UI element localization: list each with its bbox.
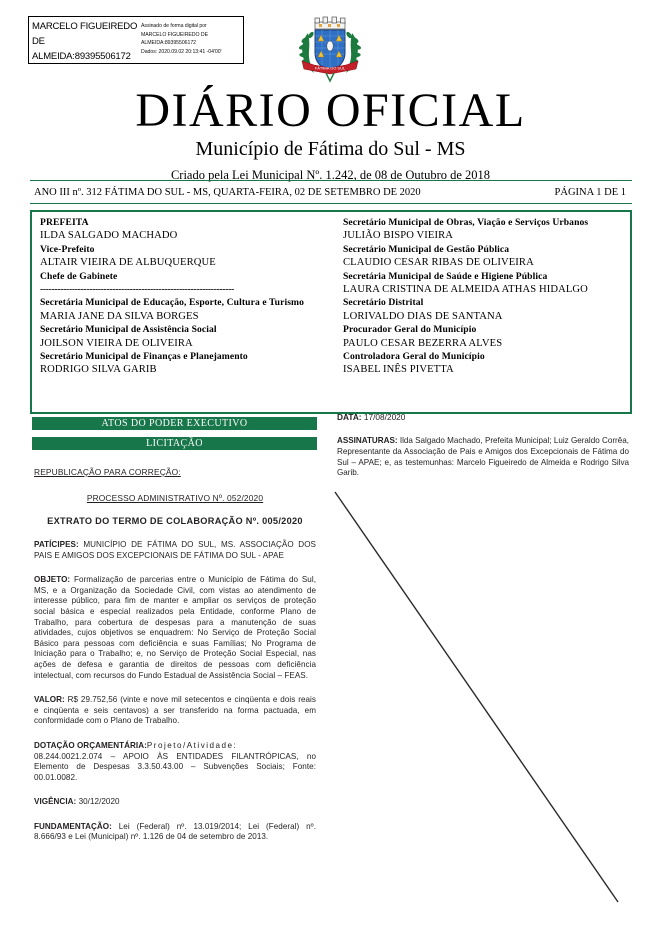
signature-meta-line-3: ALMEIDA:89395506172 — [141, 40, 197, 47]
extract-title: EXTRATO DO TERMO DE COLABORAÇÃO Nº. 005/2020 — [47, 516, 303, 526]
section-banner-licitacao: LICITAÇÃO — [32, 437, 317, 450]
officials-box — [30, 210, 632, 414]
data-block — [337, 412, 629, 423]
official-person: LORIVALDO DIAS DE SANTANA — [343, 310, 503, 322]
notice-body-left-column — [34, 466, 316, 843]
official-role: Secretário Distrital — [343, 297, 424, 309]
valor-block — [34, 695, 316, 727]
masthead-law-reference: Criado pela Lei Municipal Nº. 1.242, de 08 de Outubro de 2018 — [170, 168, 491, 182]
data-text: 17/08/2020 — [361, 412, 406, 422]
notice-body-right-column — [337, 412, 629, 479]
official-role: Secretário Municipal de Assistência Social — [40, 324, 217, 336]
fundamentacao-label: FUNDAMENTAÇÃO: — [34, 821, 112, 831]
valor-text: R$ 29.752,56 (vinte e nove mil setecentos e cinqüenta e dois reais e cinqüenta e seis centavos) a ser transferido na forma pactuada, em conformidade com o Plano de Trabalho. — [34, 695, 316, 726]
page-number: PÁGINA 1 DE 1 — [554, 186, 626, 198]
participes-label: PATÍCIPES: — [34, 540, 79, 549]
issue-info-bar — [30, 180, 632, 204]
officials-divider: ------------------------------------------------------------------- — [40, 284, 234, 296]
diagonal-strike-line — [330, 488, 625, 906]
objeto-label: OBJETO: — [34, 575, 71, 585]
section-banner-atos-poder-executivo: ATOS DO PODER EXECUTIVO — [32, 417, 317, 430]
official-role: Secretária Municipal de Educação, Esporte, Cultura e Turismo — [40, 297, 305, 309]
fundamentacao-text: Lei (Federal) nº. 13.019/2014; Lei (Federal) nº. 8.666/93 e Lei (Municipal) nº. 1.126 de 04 de setembro de 2013. — [34, 821, 316, 842]
official-person: JOILSON VIEIRA DE OLIVEIRA — [40, 337, 193, 349]
republication-heading: REPUBLICAÇÃO PARA CORREÇÃO: — [34, 467, 181, 477]
official-person: ILDA SALGADO MACHADO — [40, 230, 178, 242]
dotacao-block — [34, 741, 316, 783]
officials-column-right — [331, 212, 630, 412]
official-role: Vice-Prefeito — [40, 243, 95, 255]
official-person: MARIA JANE DA SILVA BORGES — [40, 310, 199, 322]
assinaturas-label: ASSINATURAS: — [337, 436, 398, 445]
official-person: PAULO CESAR BEZERRA ALVES — [343, 337, 503, 349]
valor-label: VALOR: — [34, 695, 65, 705]
fundamentacao-block — [34, 822, 316, 843]
vigencia-text: 30/12/2020 — [76, 797, 120, 807]
official-person: JULIÃO BISPO VIEIRA — [343, 230, 453, 242]
signature-metadata — [141, 17, 221, 63]
official-person: LAURA CRISTINA DE ALMEIDA ATHAS HIDALGO — [343, 284, 588, 296]
official-role: Controladora Geral do Município — [343, 351, 485, 363]
process-number: PROCESSO ADMINISTRATIVO Nº. 052/2020 — [86, 493, 264, 503]
signature-meta-line-4: Dados: 2020.09.02 20:13:41 -04'00' — [141, 48, 222, 55]
objeto-text: Formalização de parcerias entre o Município de Fátima do Sul, MS, e a Organização da Sociedade Civil, com vistas ao atendimento de interesse público, para fim de manter e ampliar os serviços de proteção social básica e especial realizados pela Entidade, conforme Plano de Trabalho, para cobertura de despesas para a manutenção de suas atividades, cujos objetivos se enquadrem: No Serviço de Proteção Social Básico para pessoas com deficiência e suas Famílias; No Programa de Iniciação para o Trabalho; e, no Serviço de Proteção Social Especial, nas ações de defesa e garantia de direitos de pessoas com deficiência intelectual, com recursos do Fundo Estadual de Assistência Social – FEAS. — [34, 575, 316, 680]
official-role: Procurador Geral do Município — [343, 324, 477, 336]
official-role: Secretário Municipal de Finanças e Planejamento — [40, 351, 248, 363]
dotacao-text: 08.244.0021.2.074 – APOIO ÀS ENTIDADES FILANTRÓPICAS, no Elemento de Despesas 3.3.50.43.00 – Subvenções Sociais; Fonte: 00.01.0082. — [34, 751, 316, 782]
vigencia-block — [34, 797, 316, 808]
official-person: ALTAIR VIEIRA DE ALBUQUERQUE — [40, 257, 216, 269]
masthead-subtitle: Município de Fátima do Sul - MS — [195, 138, 466, 160]
official-role: Chefe de Gabinete — [40, 270, 118, 282]
official-role: Secretário Municipal de Obras, Viação e Serviços Urbanos — [343, 217, 589, 228]
signature-signer-name: MARCELO FIGUEIREDO DE ALMEIDA:89395506172 — [32, 21, 138, 62]
participes-block — [34, 540, 316, 561]
official-role: Secretário Municipal de Gestão Pública — [343, 243, 510, 255]
participes-text: MUNICÍPIO DE FÁTIMA DO SUL, MS. ASSOCIAÇÃO DOS PAIS E AMIGOS DOS EXCEPCIONAIS DE FÁTIMA DO SUL - APAE — [34, 540, 316, 560]
signature-meta-line-2: MARCELO FIGUEIREDO DE — [141, 31, 208, 38]
assinaturas-block — [337, 436, 629, 479]
dotacao-label: DOTAÇÃO ORÇAMENTÁRIA: — [34, 740, 147, 750]
assinaturas-text: Ilda Salgado Machado, Prefeita Municipal; Luiz Geraldo Corrêa, Representante da Associação de Pais e Amigos dos Excepcionais de Fátima do Sul – APAE; e, as testemunhas: Marcelo Figueiredo de Almeida e Rodrigo Silva Garib. — [337, 436, 629, 478]
dotacao-projeto-atividade: Projeto/Atividade: — [146, 740, 238, 750]
page-title: DIÁRIO OFICIAL — [135, 84, 526, 137]
signature-meta-line-1: Assinado de forma digital por — [141, 23, 207, 29]
official-person: RODRIGO SILVA GARIB — [40, 364, 157, 376]
data-label: DATA: — [337, 412, 362, 422]
digital-signature-stamp — [28, 16, 244, 64]
official-person: CLAUDIO CESAR RIBAS DE OLIVEIRA — [343, 257, 534, 269]
vigencia-label: VIGÊNCIA: — [34, 797, 77, 807]
coat-of-arms-icon — [296, 13, 364, 85]
svg-text:FÁTIMA DO SUL: FÁTIMA DO SUL — [314, 65, 346, 71]
official-role: PREFEITA — [40, 217, 89, 228]
officials-column-left — [32, 212, 331, 412]
official-person: ISABEL INÊS PIVETTA — [343, 364, 454, 376]
issue-info-left: ANO III nº. 312 FÁTIMA DO SUL - MS, QUARTA-FEIRA, 02 DE SETEMBRO DE 2020 — [34, 186, 421, 198]
masthead — [0, 86, 661, 183]
official-role: Secretária Municipal de Saúde e Higiene Pública — [343, 270, 548, 282]
objeto-block — [34, 575, 316, 681]
